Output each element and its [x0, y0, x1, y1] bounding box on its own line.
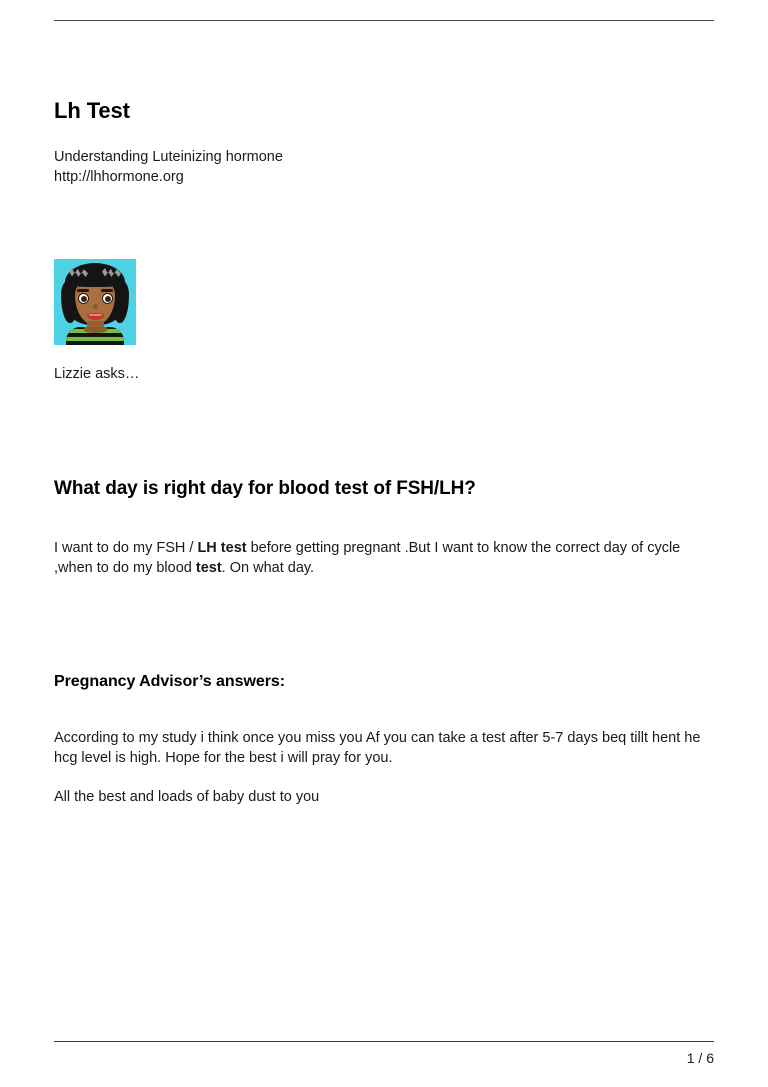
- answer-paragraph-1: According to my study i think once you miss you Af you can take a test after 5-7 days beq tillt hent he hcg level is high. Hope for the best i will pray for you.: [54, 729, 701, 766]
- avatar-pupil-left: [81, 296, 87, 302]
- asker-label: Lizzie asks…: [54, 366, 140, 382]
- question-bold-lh-test: LH test: [197, 539, 247, 556]
- question-text-part-1: I want to do my FSH /: [54, 539, 198, 556]
- question-body: [54, 538, 702, 578]
- document-subtitle: [54, 147, 283, 187]
- page-number: 1 / 6: [686, 1050, 714, 1066]
- question-bold-test: test: [195, 559, 222, 576]
- subtitle-line-1: Understanding Luteinizing hormone: [54, 149, 283, 165]
- answer-heading: Pregnancy Advisor’s answers:: [54, 673, 285, 690]
- avatar-nose: [93, 304, 98, 309]
- answer-paragraph-2: All the best and loads of baby dust to you: [54, 788, 320, 805]
- header-divider: [54, 20, 714, 21]
- avatar-shirt-stripe: [66, 337, 124, 341]
- avatar-collar: [84, 327, 107, 333]
- avatar-mouth-highlight: [89, 314, 102, 316]
- footer-divider: [54, 1041, 714, 1042]
- question-text-part-2: before getting pregnant .But I want to know the correct day of cycle ,when to do my blood: [54, 539, 681, 576]
- avatar-pupil-right: [105, 296, 111, 302]
- question-text-part-3: . On what day.: [221, 559, 315, 576]
- avatar-hair-right: [112, 281, 129, 323]
- avatar: [54, 259, 136, 345]
- avatar-hair-fringe: [65, 263, 125, 287]
- avatar-eyebrow-right: [101, 289, 113, 292]
- page-title: Lh Test: [54, 98, 130, 123]
- subtitle-line-2: http://lhhormone.org: [54, 169, 184, 185]
- question-heading: What day is right day for blood test of FSH/LH?: [54, 478, 476, 499]
- avatar-eyebrow-left: [77, 289, 89, 292]
